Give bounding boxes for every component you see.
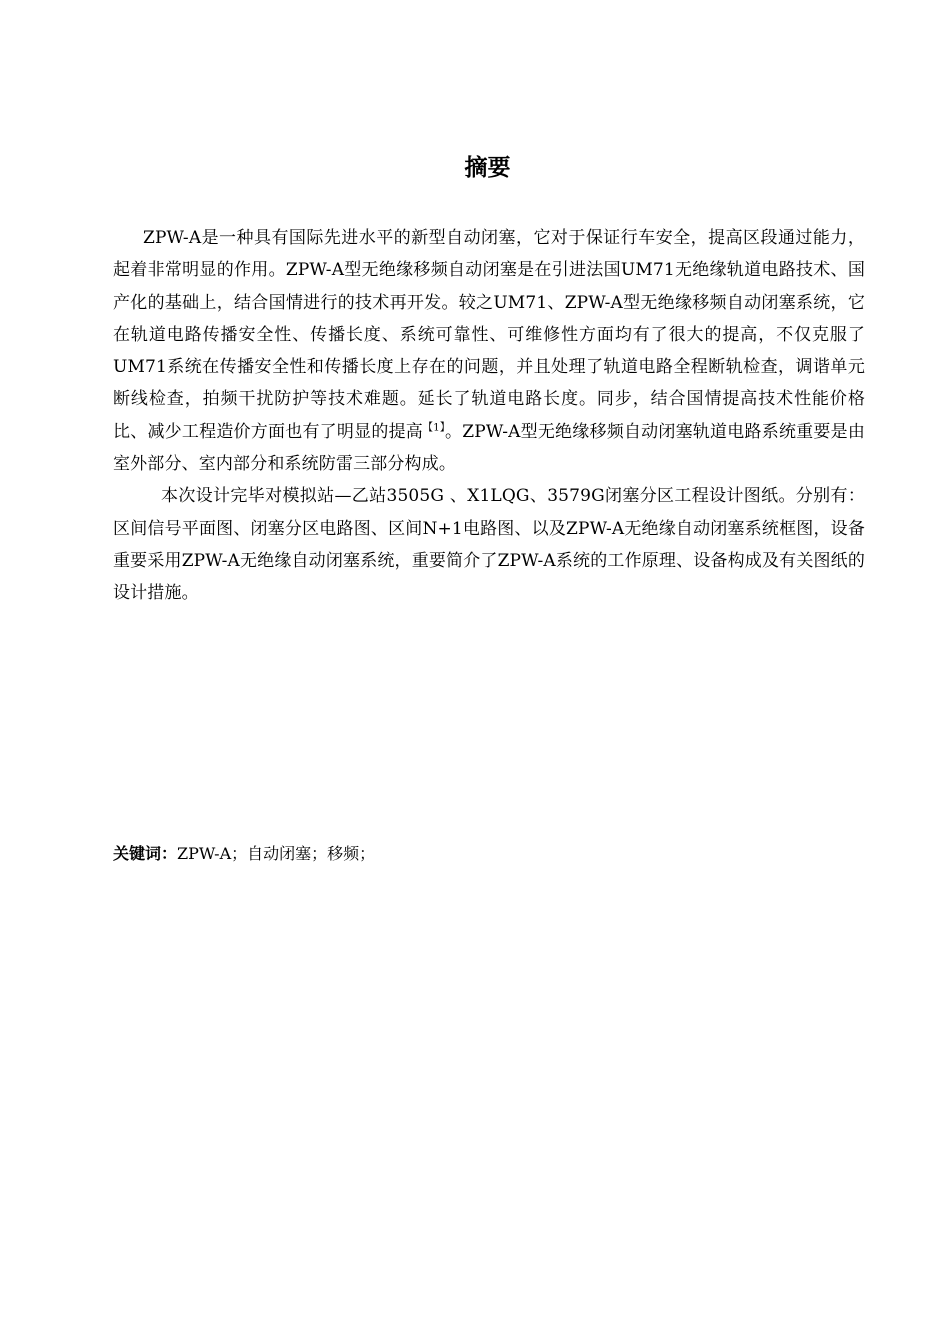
keywords-label: 关键词： [113, 844, 178, 863]
abstract-paragraph-2: 本次设计完毕对模拟站—乙站3505G 、X1LQG、3579G闭塞分区工程设计图纸。分别有：区间信号平面图、闭塞分区电路图、区间N+1电路图、以及ZPW-A无绝缘自动闭塞系统框图，设备重要采用ZPW-A无绝缘自动闭塞系统，重要简介了ZPW-A系统的工作原理、设备构成及有关图纸的设计措施。 [113, 486, 865, 604]
page-title: 摘要 [464, 155, 511, 181]
abstract-paragraph-1-tail: 。ZPW-A型无绝缘移频自动闭塞轨道电路系统重要是由室外部分、室内部分和系统防雷三部分构成。 [113, 421, 865, 475]
abstract-body [113, 222, 865, 610]
keywords-line [113, 840, 375, 868]
abstract-paragraph-1-text: ZPW-A是一种具有国际先进水平的新型自动闭塞，它对于保证行车安全，提高区段通过能力，起着非常明显的作用。ZPW-A型无绝缘移频自动闭塞是在引进法国UM71无绝缘轨道电路技术、国产化的基础上，结合国情进行的技术再开发。较之UM71、ZPW-A型无绝缘移频自动闭塞系统，它在轨道电路传播安全性、传播长度、系统可靠性、可维修性方面均有了很大的提高，不仅克服了UM71系统在传播安全性和传播长度上存在的问题，并且处理了轨道电路全程断轨检查，调谐单元断线检查，拍频干扰防护等技术难题。延长了轨道电路长度。同步，结合国情提高技术性能价格比、减少工程造价方面也有了明显的提高 [113, 228, 865, 442]
citation-marker: 【1】 [423, 422, 446, 434]
abstract-paragraph-1 [113, 222, 865, 480]
keywords-values: ZPW-A；自动闭塞；移频； [177, 844, 376, 863]
